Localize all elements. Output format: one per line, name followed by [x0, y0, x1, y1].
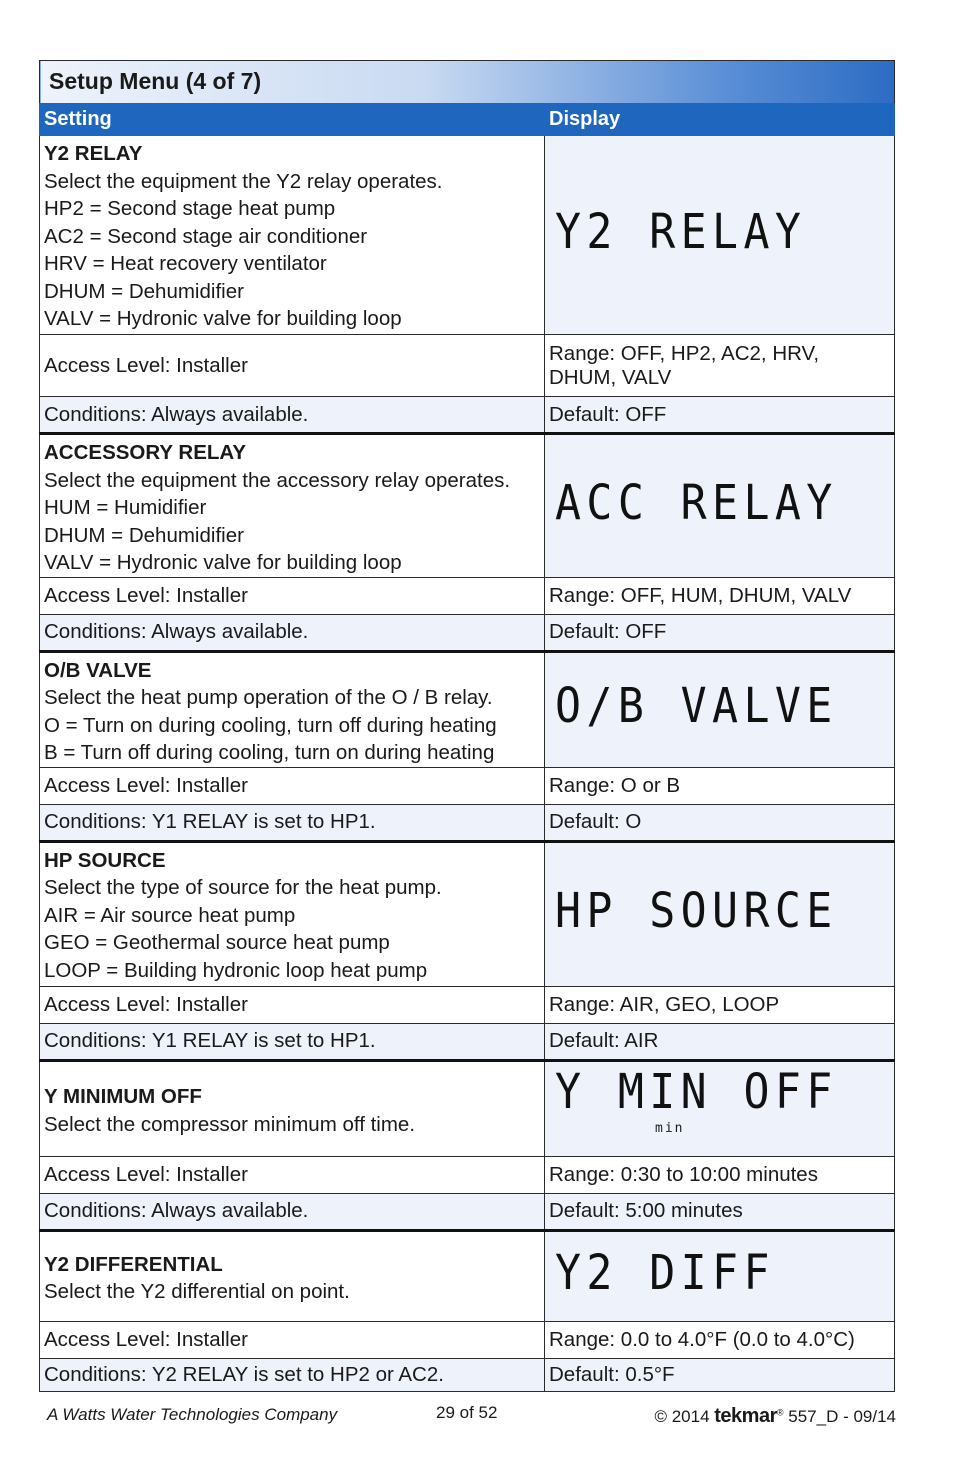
setting-row [40, 841, 895, 986]
table-title: Setup Menu (4 of 7) [40, 61, 895, 104]
lcd-display [545, 841, 895, 986]
setting-name: O/B VALVE [44, 658, 152, 682]
setting-description-line: DHUM = Dehumidifier [44, 523, 244, 547]
setup-menu-table [39, 60, 895, 1392]
access-row [40, 1321, 895, 1358]
conditions-row [40, 1023, 895, 1060]
lcd-text: Y2 DIFF [555, 1244, 775, 1301]
access-level: Access Level: Installer [40, 335, 545, 397]
setting-description-line: Select the equipment the Y2 relay operates. [44, 169, 443, 193]
range: Range: O or B [545, 767, 895, 804]
access-level: Access Level: Installer [40, 1156, 545, 1193]
default-value: Default: 5:00 minutes [545, 1193, 895, 1230]
range: Range: OFF, HP2, AC2, HRV, DHUM, VALV [545, 335, 895, 397]
range: Range: 0.0 to 4.0°F (0.0 to 4.0°C) [545, 1321, 895, 1358]
setting-description-line: Select the equipment the accessory relay operates. [44, 468, 511, 492]
setting-description [40, 136, 545, 335]
setting-description-line: AIR = Air source heat pump [44, 903, 296, 927]
conditions: Conditions: Always available. [40, 614, 545, 651]
setting-description [40, 1060, 545, 1156]
setting-description-line: B = Turn off during cooling, turn on during heating [44, 741, 495, 764]
default-value: Default: OFF [545, 397, 895, 434]
page-footer [0, 1405, 954, 1427]
conditions-row [40, 1358, 895, 1391]
setting-description-line: HRV = Heat recovery ventilator [44, 252, 327, 275]
default-value: Default: O [545, 804, 895, 841]
conditions-row [40, 397, 895, 434]
setting-row [40, 651, 895, 767]
conditions: Conditions: Always available. [40, 397, 545, 434]
setting-description-line: Select the type of source for the heat pump. [44, 876, 442, 899]
setting-name: ACCESSORY RELAY [44, 441, 247, 464]
footer-company: A Watts Water Technologies Company [47, 1405, 338, 1424]
table-title-row [40, 61, 895, 104]
setting-name: Y2 DIFFERENTIAL [44, 1252, 223, 1276]
setting-description [40, 651, 545, 767]
setting-name: Y2 RELAY [44, 142, 143, 165]
header-setting: Setting [40, 104, 545, 136]
conditions: Conditions: Y2 RELAY is set to HP2 or AC2. [40, 1358, 545, 1391]
conditions: Conditions: Always available. [40, 1193, 545, 1230]
range: Range: AIR, GEO, LOOP [545, 986, 895, 1023]
access-level: Access Level: Installer [40, 986, 545, 1023]
setting-row [40, 1060, 895, 1156]
access-row [40, 1156, 895, 1193]
lcd-text: ACC RELAY [555, 474, 838, 531]
lcd-display [545, 651, 895, 767]
page-number: 29 of 52 [436, 1403, 498, 1422]
default-value: Default: OFF [545, 614, 895, 651]
setting-description [40, 434, 545, 578]
access-row [40, 986, 895, 1023]
access-row [40, 767, 895, 804]
copyright-text: © 2014 [654, 1407, 710, 1426]
lcd-display [545, 1230, 895, 1321]
lcd-display [545, 136, 895, 335]
setting-description-line: VALV = Hydronic valve for building loop [44, 551, 402, 574]
default-value: Default: 0.5°F [545, 1358, 895, 1391]
setting-description-line: HP2 = Second stage heat pump [44, 197, 336, 220]
setting-description-line: HUM = Humidifier [44, 496, 207, 519]
setting-description-line: Select the compressor minimum off time. [44, 1112, 416, 1136]
setting-description-line: GEO = Geothermal source heat pump [44, 931, 390, 954]
table-header-row [40, 104, 895, 136]
setting-description-line: O = Turn on during cooling, turn off during heating [44, 713, 497, 737]
access-level: Access Level: Installer [40, 1321, 545, 1358]
conditions: Conditions: Y1 RELAY is set to HP1. [40, 804, 545, 841]
brand-logo: tekmar [714, 1405, 777, 1427]
setting-description-line: DHUM = Dehumidifier [44, 279, 244, 303]
default-value: Default: AIR [545, 1023, 895, 1060]
range: Range: OFF, HUM, DHUM, VALV [545, 577, 895, 614]
access-level: Access Level: Installer [40, 767, 545, 804]
setting-description-line: VALV = Hydronic valve for building loop [44, 307, 402, 330]
setting-name: HP SOURCE [44, 848, 166, 872]
lcd-display [545, 434, 895, 578]
document-code: 557_D - 09/14 [788, 1407, 896, 1426]
access-row [40, 577, 895, 614]
setting-row [40, 136, 895, 335]
conditions-row [40, 614, 895, 651]
footer-copyright [654, 1405, 896, 1428]
conditions: Conditions: Y1 RELAY is set to HP1. [40, 1023, 545, 1060]
access-level: Access Level: Installer [40, 577, 545, 614]
setting-description-line: Select the heat pump operation of the O / B relay. [44, 686, 493, 709]
lcd-text: Y MIN OFF [555, 1063, 838, 1120]
range: Range: 0:30 to 10:00 minutes [545, 1156, 895, 1193]
registered-mark: ® [776, 1407, 784, 1418]
lcd-text: HP SOURCE [555, 882, 838, 939]
lcd-text: Y2 RELAY [555, 203, 807, 260]
lcd-unit: min [655, 1121, 685, 1136]
lcd-display [545, 1060, 895, 1156]
setting-description-line: LOOP = Building hydronic loop heat pump [44, 958, 428, 982]
setting-row [40, 434, 895, 578]
setting-description [40, 841, 545, 986]
lcd-text: O/B VALVE [555, 678, 838, 735]
setting-description-line: Select the Y2 differential on point. [44, 1280, 350, 1303]
setting-name: Y MINIMUM OFF [44, 1085, 202, 1108]
setting-description-line: AC2 = Second stage air conditioner [44, 224, 368, 248]
setting-description [40, 1230, 545, 1321]
access-row [40, 335, 895, 397]
header-display: Display [545, 104, 895, 136]
conditions-row [40, 1193, 895, 1230]
conditions-row [40, 804, 895, 841]
setting-row [40, 1230, 895, 1321]
